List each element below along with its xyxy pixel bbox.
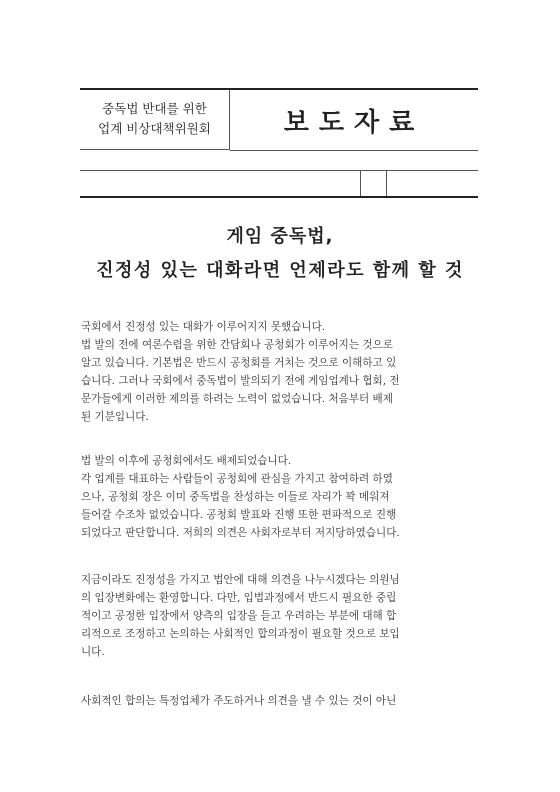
headline-line-1: 게임 중독법, — [226, 226, 334, 247]
paragraph-4 — [81, 692, 481, 710]
paragraph-line: 알고 있습니다. 기본법은 반드시 공청회를 거치는 것으로 이해하고 있 — [81, 357, 397, 370]
headline-line-2: 진정성 있는 대화라면 언제라도 함께 할 것 — [96, 260, 464, 281]
paragraph-1 — [81, 318, 481, 427]
press-release-header — [80, 88, 478, 198]
organization-line-1: 중독법 반대를 위한 — [102, 101, 207, 116]
paragraph-line: 니다. — [81, 646, 105, 659]
paragraph-line: 사회적인 합의는 특정업체가 주도하거나 의견을 낼 수 있는 것이 아닌 — [81, 695, 397, 707]
header-info-cell-1 — [80, 170, 361, 196]
paragraph-3 — [81, 571, 481, 661]
paragraph-line: 의 입장변화에는 환영합니다. 다만, 입법과정에서 반드시 필요한 중립 — [81, 592, 397, 605]
paragraph-line: 각 업계를 대표하는 사람들이 공청회에 관심을 가지고 참여하려 하였 — [81, 473, 393, 486]
paragraph-line: 적이고 공정한 입장에서 양측의 입장을 듣고 우려하는 부분에 대해 합 — [81, 610, 397, 623]
paragraph-line: 습니다. 그러나 국회에서 중독법이 발의되기 전에 게임업계나 협회, 전 — [81, 375, 400, 388]
header-info-row — [80, 170, 478, 196]
paragraph-line: 되었다고 판단합니다. 저희의 의견은 사회자로부터 저지당하였습니다. — [81, 527, 400, 540]
paragraph-2 — [81, 452, 481, 542]
paragraph-line: 으나, 공청회 장은 이미 중독법을 찬성하는 이들로 자리가 꽉 메워져 — [81, 491, 390, 504]
document-type-title: 보도자료 — [230, 90, 478, 151]
paragraph-line: 문가들에게 이러한 제의를 하려는 노력이 없었습니다. 처음부터 배제 — [81, 393, 393, 406]
organization-name — [80, 90, 230, 150]
organization-line-2: 업계 비상대책위원회 — [98, 121, 211, 136]
paragraph-line: 법 발의 이후에 공청회에서도 배제되었습니다. — [81, 455, 292, 467]
header-blank-row — [80, 150, 478, 171]
paragraph-line: 지금이라도 진정성을 가지고 법안에 대해 의견을 나누시겠다는 의원님 — [81, 574, 400, 586]
paragraph-line: 들어갈 수조차 없었습니다. 공청회 발표와 진행 또한 편파적으로 진행 — [81, 509, 397, 522]
paragraph-line: 된 기분입니다. — [81, 411, 149, 424]
paragraph-line: 법 발의 전에 여론수렴을 위한 간담회나 공청회가 이루어지는 것으로 — [81, 339, 393, 352]
header-info-cell-2 — [360, 170, 387, 196]
paragraph-line: 리적으로 조정하고 논의하는 사회적인 합의과정이 필요할 것으로 보입 — [81, 628, 400, 641]
paragraph-line: 국회에서 진정성 있는 대화가 이루어지지 못했습니다. — [81, 321, 326, 333]
